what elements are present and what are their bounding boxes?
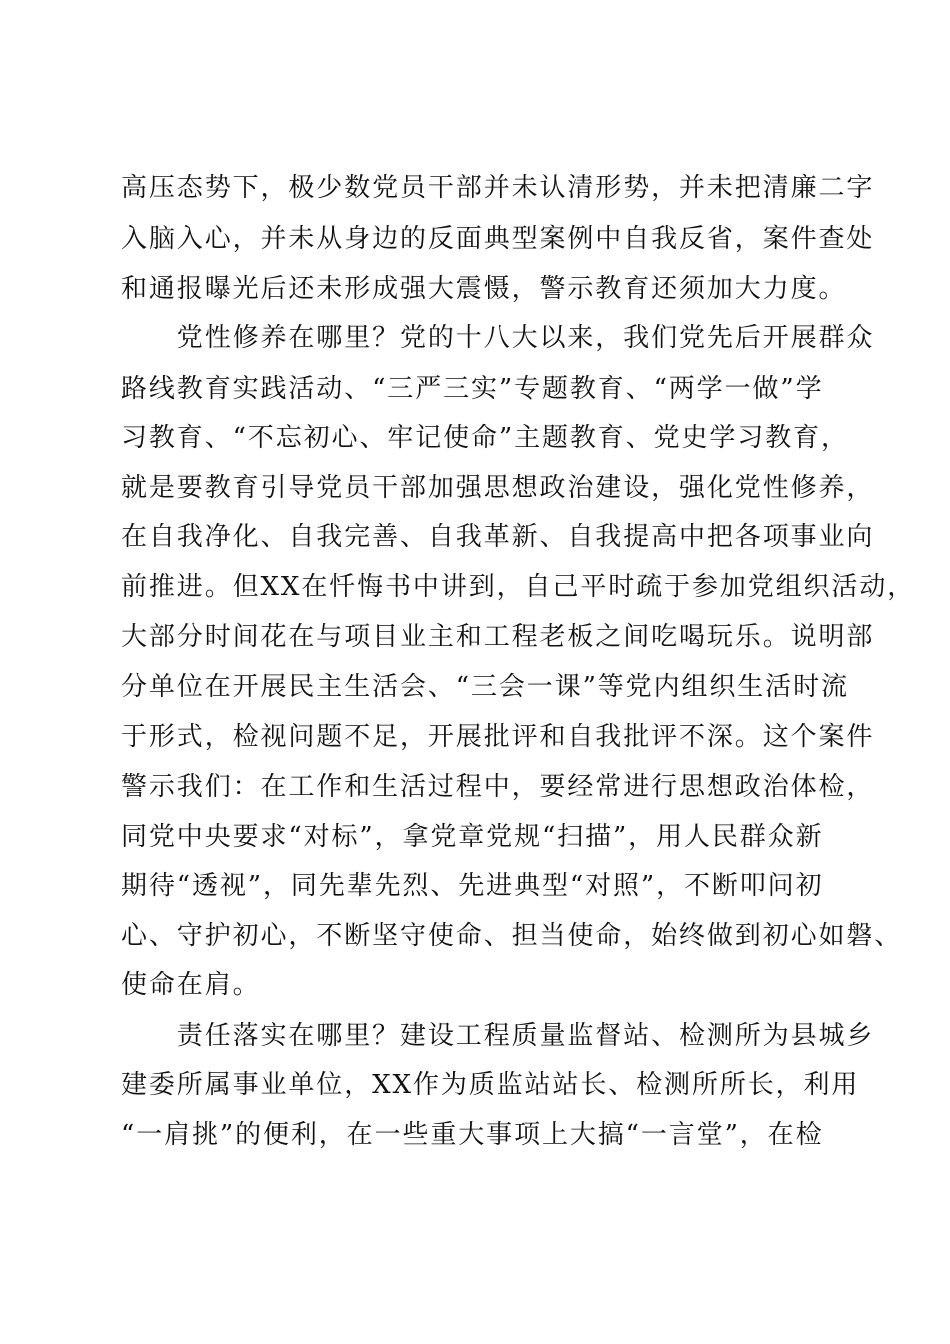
text-line: 大部分时间花在与项目业主和工程老板之间吃喝玩乐。说明部 [121,622,875,652]
text-line: 同党中央要求“对标”，拿党章党规“扫描”，用人民群众新 [121,822,824,852]
text-line: 建委所属事业单位，XX作为质监站站长、检测所所长，利用 [121,1070,860,1100]
text-line: 在自我净化、自我完善、自我革新、自我提高中把各项事业向 [121,522,875,552]
text-line: 心、守护初心，不断坚守使命、担当使命，始终做到初心如磐、 [121,921,903,951]
text-line: 习教育、“不忘初心、牢记使命”主题教育、党史学习教育， [121,423,849,453]
text-line: 于形式，检视问题不足，开展批评和自我批评不深。这个案件 [121,722,875,752]
text-line: 入脑入心，并未从身边的反面典型案例中自我反省，案件查处 [121,224,875,254]
text-line: 和通报曝光后还未形成强大震慑，警示教育还须加大力度。 [121,274,847,304]
text-line: “一肩挑”的便利，在一些重大事项上大搞“一言堂”，在检 [121,1120,824,1150]
text-line: 高压态势下，极少数党员干部并未认清形势，并未把清廉二字 [121,173,875,203]
text-line: 党性修养在哪里？党的十八大以来，我们党先后开展群众 [121,323,875,353]
text-line: 警示我们：在工作和生活过程中，要经常进行思想政治体检， [121,772,875,802]
text-line: 期待“透视”，同先辈先烈、先进典型“对照”，不断叩问初 [121,871,824,901]
text-line: 路线教育实践活动、“三严三实”专题教育、“两学一做”学 [121,374,824,404]
text-line: 使命在肩。 [121,970,261,1000]
text-line: 责任落实在哪里？建设工程质量监督站、检测所为县城乡 [121,1021,875,1051]
text-line: 前推进。但XX在忏悔书中讲到，自己平时疏于参加党组织活动， [121,572,916,602]
text-line: 分单位在开展民主生活会、“三会一课”等党内组织生活时流 [121,672,849,702]
text-line: 就是要教育引导党员干部加强思想政治建设，强化党性修养， [121,473,875,503]
